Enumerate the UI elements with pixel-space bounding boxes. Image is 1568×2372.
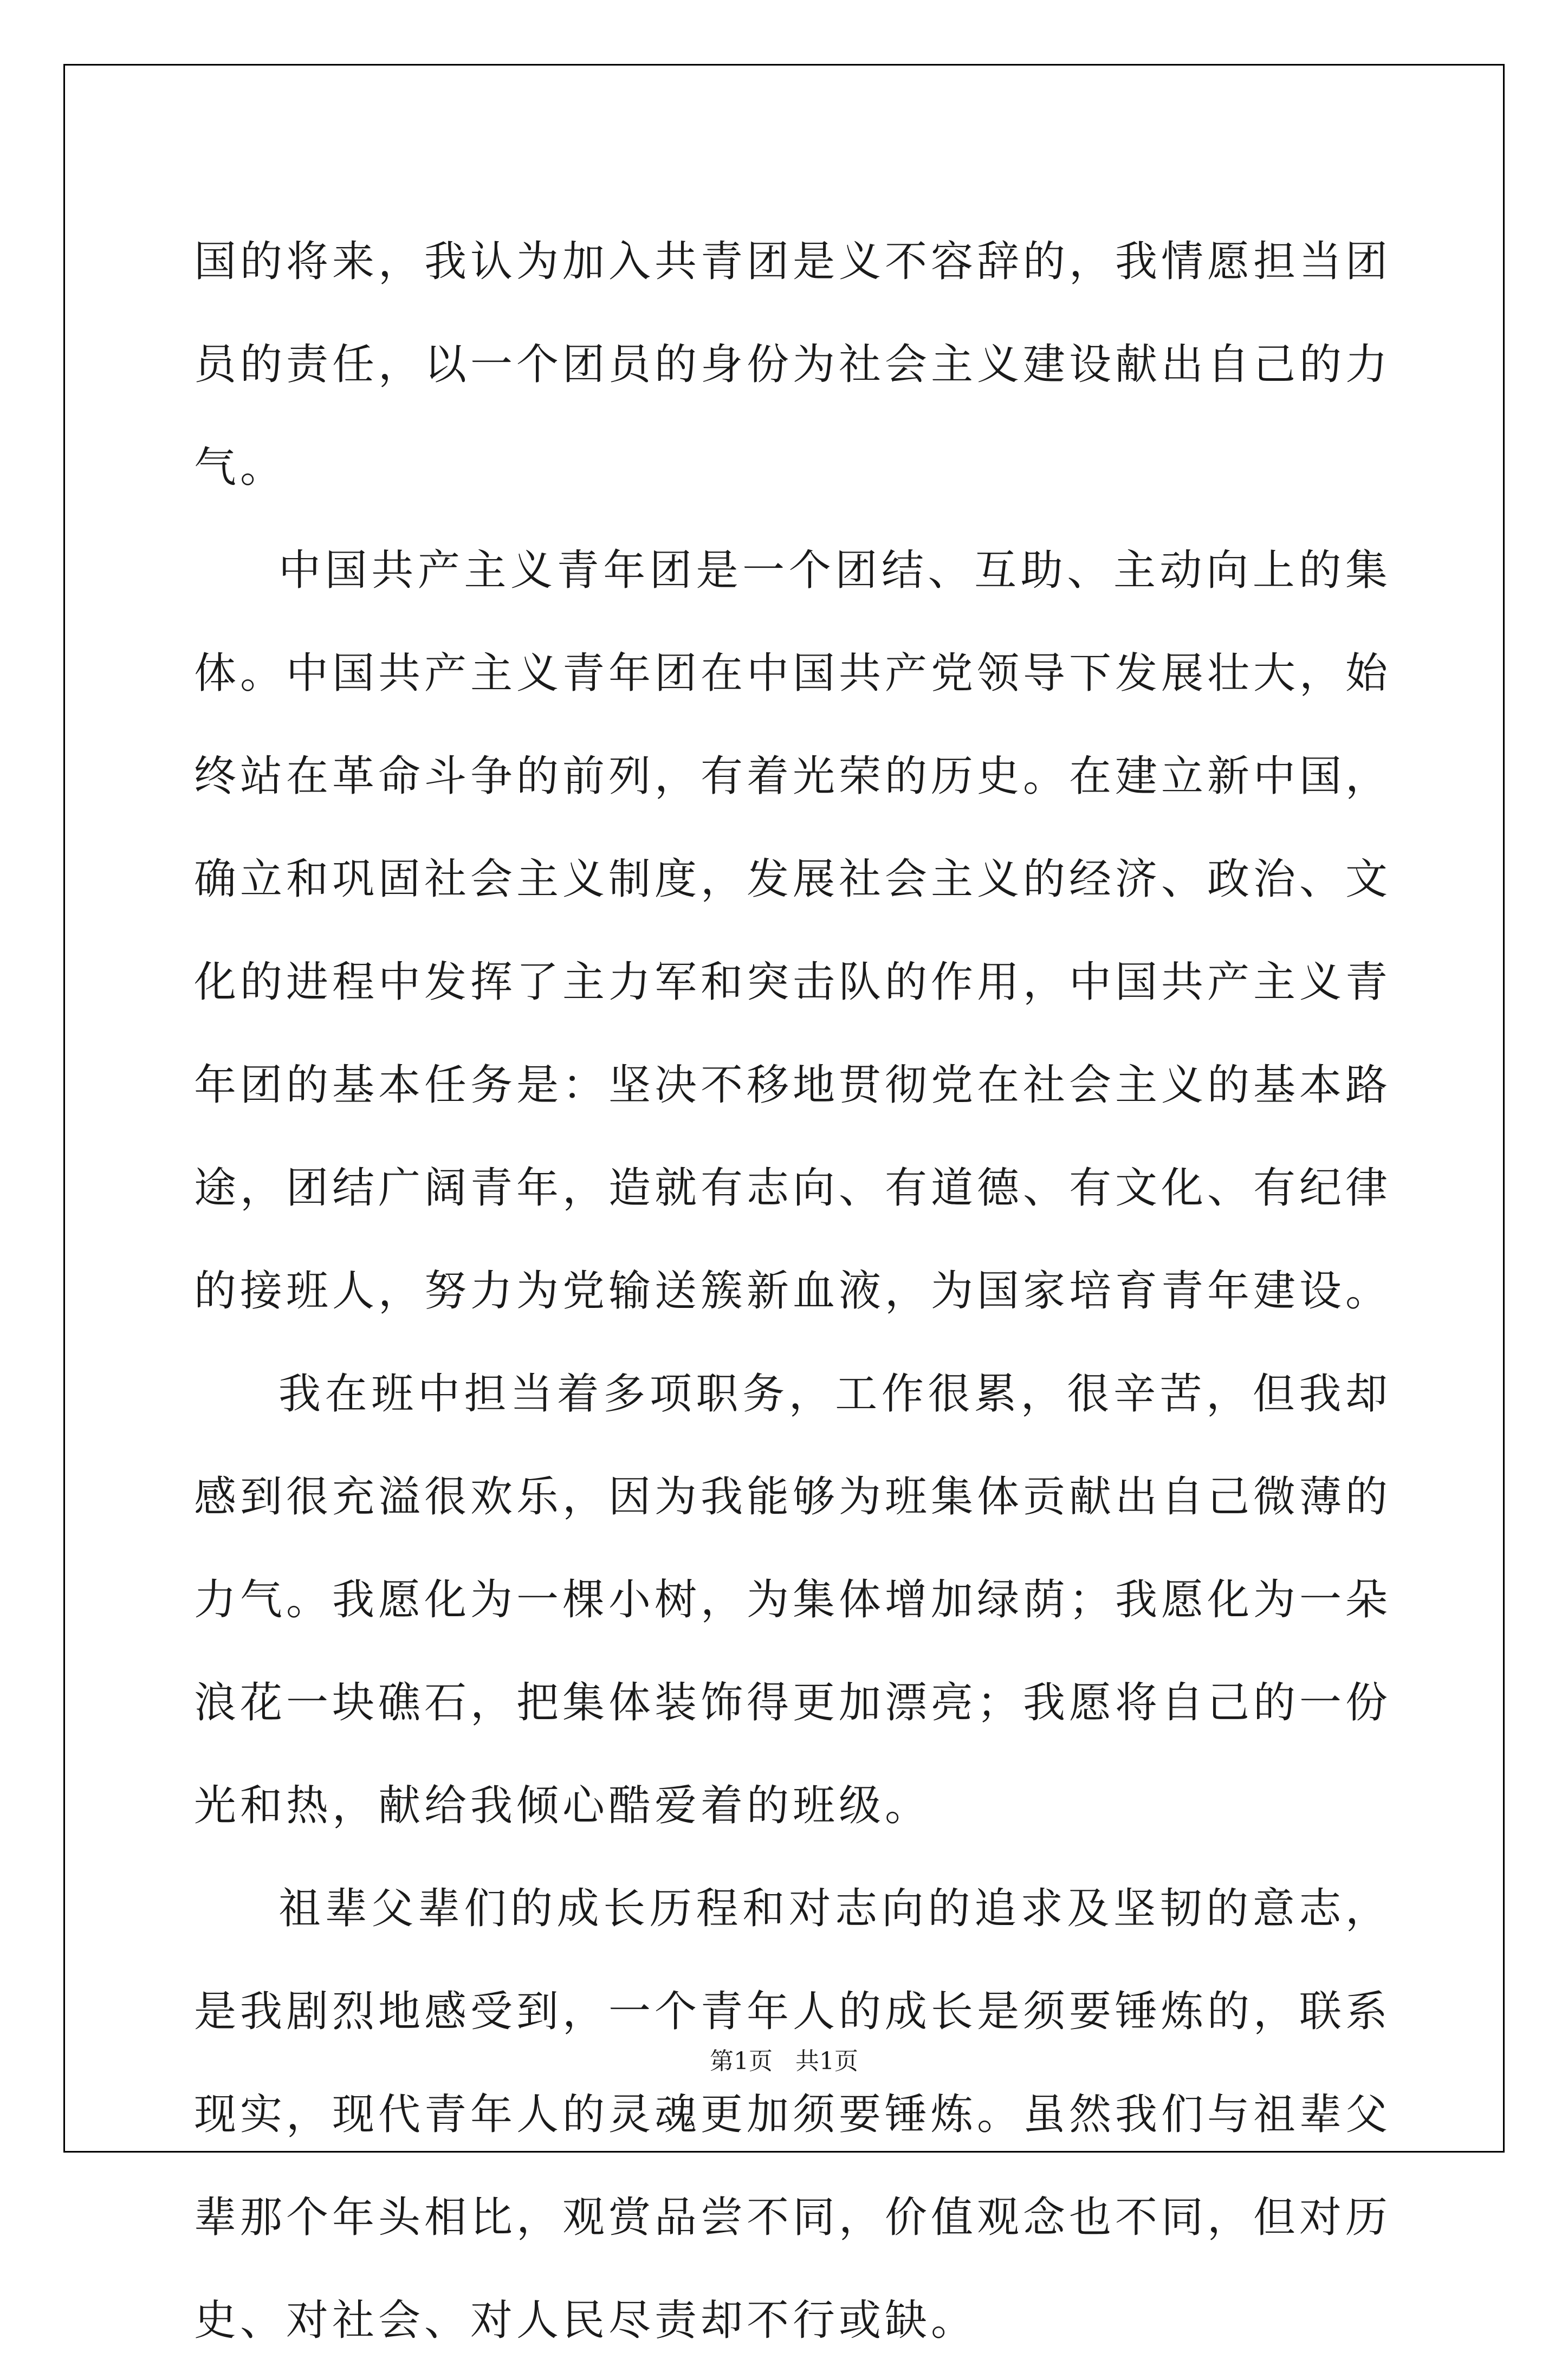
paragraph-1: 国的将来，我认为加入共青团是义不容辞的，我情愿担当团员的责任，以一个团员的身份为社会主义建设献出自己的力气。 [194,237,1392,492]
page-number-footer: 第1页 共1页 [710,2047,858,2075]
paragraph-2: 中国共产主义青年团是一个团结、互助、主动向上的集体。中国共产主义青年团在中国共产党领导下发展壮大，始终站在革命斗争的前列，有着光荣的历史。在建立新中国，确立和巩固社会主义制度，发展社会主义的经济、政治、文化的进程中发挥了主力军和突击队的作用，中国共产主义青年团的基本任务是：坚决不移地贯彻党在社会主义的基本路途，团结广阔青年，造就有志向、有道德、有文化、有纪律的接班人，努力为党输送簇新血液，为国家培育青年建设。 [194,546,1392,1315]
paragraph-3: 我在班中担当着多项职务，工作很累，很辛苦，但我却感到很充溢很欢乐，因为我能够为班集体贡献出自己微薄的力气。我愿化为一棵小树，为集体增加绿荫；我愿化为一朵浪花一块礁石，把集体装饰得更加漂亮；我愿将自己的一份光和热，献给我倾心酷爱着的班级。 [194,1370,1392,1830]
paragraph-4: 祖辈父辈们的成长历程和对志向的追求及坚韧的意志，是我剧烈地感受到，一个青年人的成长是须要锤炼的，联系现实，现代青年人的灵魂更加须要锤炼。虽然我们与祖辈父辈那个年头相比，观赏品尝不同，价值观念也不同，但对历史、对社会、对人民尽责却不行或缺。 [194,1884,1392,2345]
